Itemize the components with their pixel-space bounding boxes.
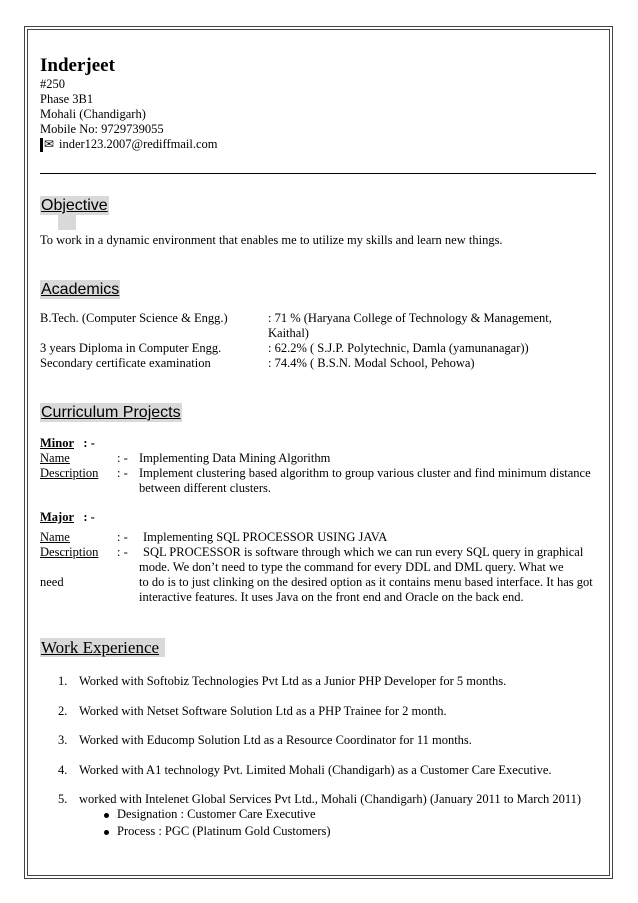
header-divider xyxy=(40,173,596,174)
work-item: Worked with Softobiz Technologies Pvt Ltd as a Junior PHP Developer for 5 months. xyxy=(79,674,507,688)
major-label: Major xyxy=(40,510,75,524)
work-sub-item: Process : PGC (Platinum Gold Customers) xyxy=(117,824,331,838)
work-sub-item: Designation : Customer Care Executive xyxy=(117,807,316,821)
minor-name-label: Name xyxy=(40,451,70,465)
academic-detail: : 62.2% ( S.J.P. Polytechnic, Damla (yamunanagar)) xyxy=(268,341,529,355)
major-desc-line: interactive features. It uses Java on the front end and Oracle on the back end. xyxy=(139,590,524,604)
list-number: 5. xyxy=(58,792,68,806)
major-desc-line: mode. We don’t need to type the command for every DDL and DML query. What we xyxy=(139,560,564,574)
email-marker xyxy=(40,138,43,152)
bullet-icon xyxy=(104,813,109,818)
heading-shade xyxy=(58,214,76,230)
section-heading-objective: Objective xyxy=(41,197,108,214)
list-number: 1. xyxy=(58,674,68,688)
work-item: Worked with Netset Software Solution Ltd as a PHP Trainee for 2 month. xyxy=(79,704,447,718)
section-heading-academics: Academics xyxy=(41,281,120,298)
major-desc-stray-word: need xyxy=(40,575,64,589)
minor-desc-label: Description xyxy=(40,466,99,480)
address-line: #250 xyxy=(40,77,65,91)
address-line: Phase 3B1 xyxy=(40,92,94,106)
mobile-number: Mobile No: 9729739055 xyxy=(40,122,164,136)
envelope-icon: ✉ xyxy=(44,137,55,151)
minor-desc-line: Implement clustering based algorithm to group various cluster and find minimum distance xyxy=(139,466,591,480)
major-desc-line: SQL PROCESSOR is software through which we can run every SQL query in graphical xyxy=(143,545,584,559)
list-number: 2. xyxy=(58,704,68,718)
minor-desc-sep: : - xyxy=(117,466,128,480)
email-address[interactable]: inder123.2007@rediffmail.com xyxy=(59,137,218,151)
academic-detail: : 71 % (Haryana College of Technology & Management, xyxy=(268,311,552,325)
major-name-sep: : - xyxy=(117,530,128,544)
objective-text: To work in a dynamic environment that enables me to utilize my skills and learn new things. xyxy=(40,233,503,247)
minor-name-value: Implementing Data Mining Algorithm xyxy=(139,451,331,465)
minor-project-label xyxy=(40,436,95,451)
major-name-value: Implementing SQL PROCESSOR USING JAVA xyxy=(143,530,388,544)
section-heading-work: Work Experience xyxy=(40,638,165,657)
bullet-icon xyxy=(104,830,109,835)
minor-desc-line: between different clusters. xyxy=(139,481,272,495)
major-project-label xyxy=(40,510,95,525)
work-item: Worked with Educomp Solution Ltd as a Resource Coordinator for 11 months. xyxy=(79,733,472,747)
list-number: 4. xyxy=(58,763,68,777)
major-desc-label: Description xyxy=(40,545,99,559)
work-item: worked with Intelenet Global Services Pvt Ltd., Mohali (Chandigarh) (January 2011 to March 2011) xyxy=(79,792,582,806)
academic-course: B.Tech. (Computer Science & Engg.) xyxy=(40,311,228,325)
work-item: Worked with A1 technology Pvt. Limited Mohali (Chandigarh) as a Customer Care Executive. xyxy=(79,763,552,777)
major-desc-line: to do is to just clinking on the desired option as it contains menu based interface. It has got xyxy=(139,575,593,589)
candidate-name: Inderjeet xyxy=(40,55,115,76)
minor-sep: : - xyxy=(83,436,95,450)
academic-course: 3 years Diploma in Computer Engg. xyxy=(40,341,222,355)
major-name-label: Name xyxy=(40,530,70,544)
address-line: Mohali (Chandigarh) xyxy=(40,107,146,121)
academic-course: Secondary certificate examination xyxy=(40,356,211,370)
academic-detail: Kaithal) xyxy=(268,326,309,340)
academic-detail: : 74.4% ( B.S.N. Modal School, Pehowa) xyxy=(268,356,475,370)
section-heading-projects: Curriculum Projects xyxy=(41,404,181,421)
major-desc-sep: : - xyxy=(117,545,128,559)
major-sep: : - xyxy=(83,510,95,524)
minor-name-sep: : - xyxy=(117,451,128,465)
list-number: 3. xyxy=(58,733,68,747)
minor-label: Minor xyxy=(40,436,75,450)
